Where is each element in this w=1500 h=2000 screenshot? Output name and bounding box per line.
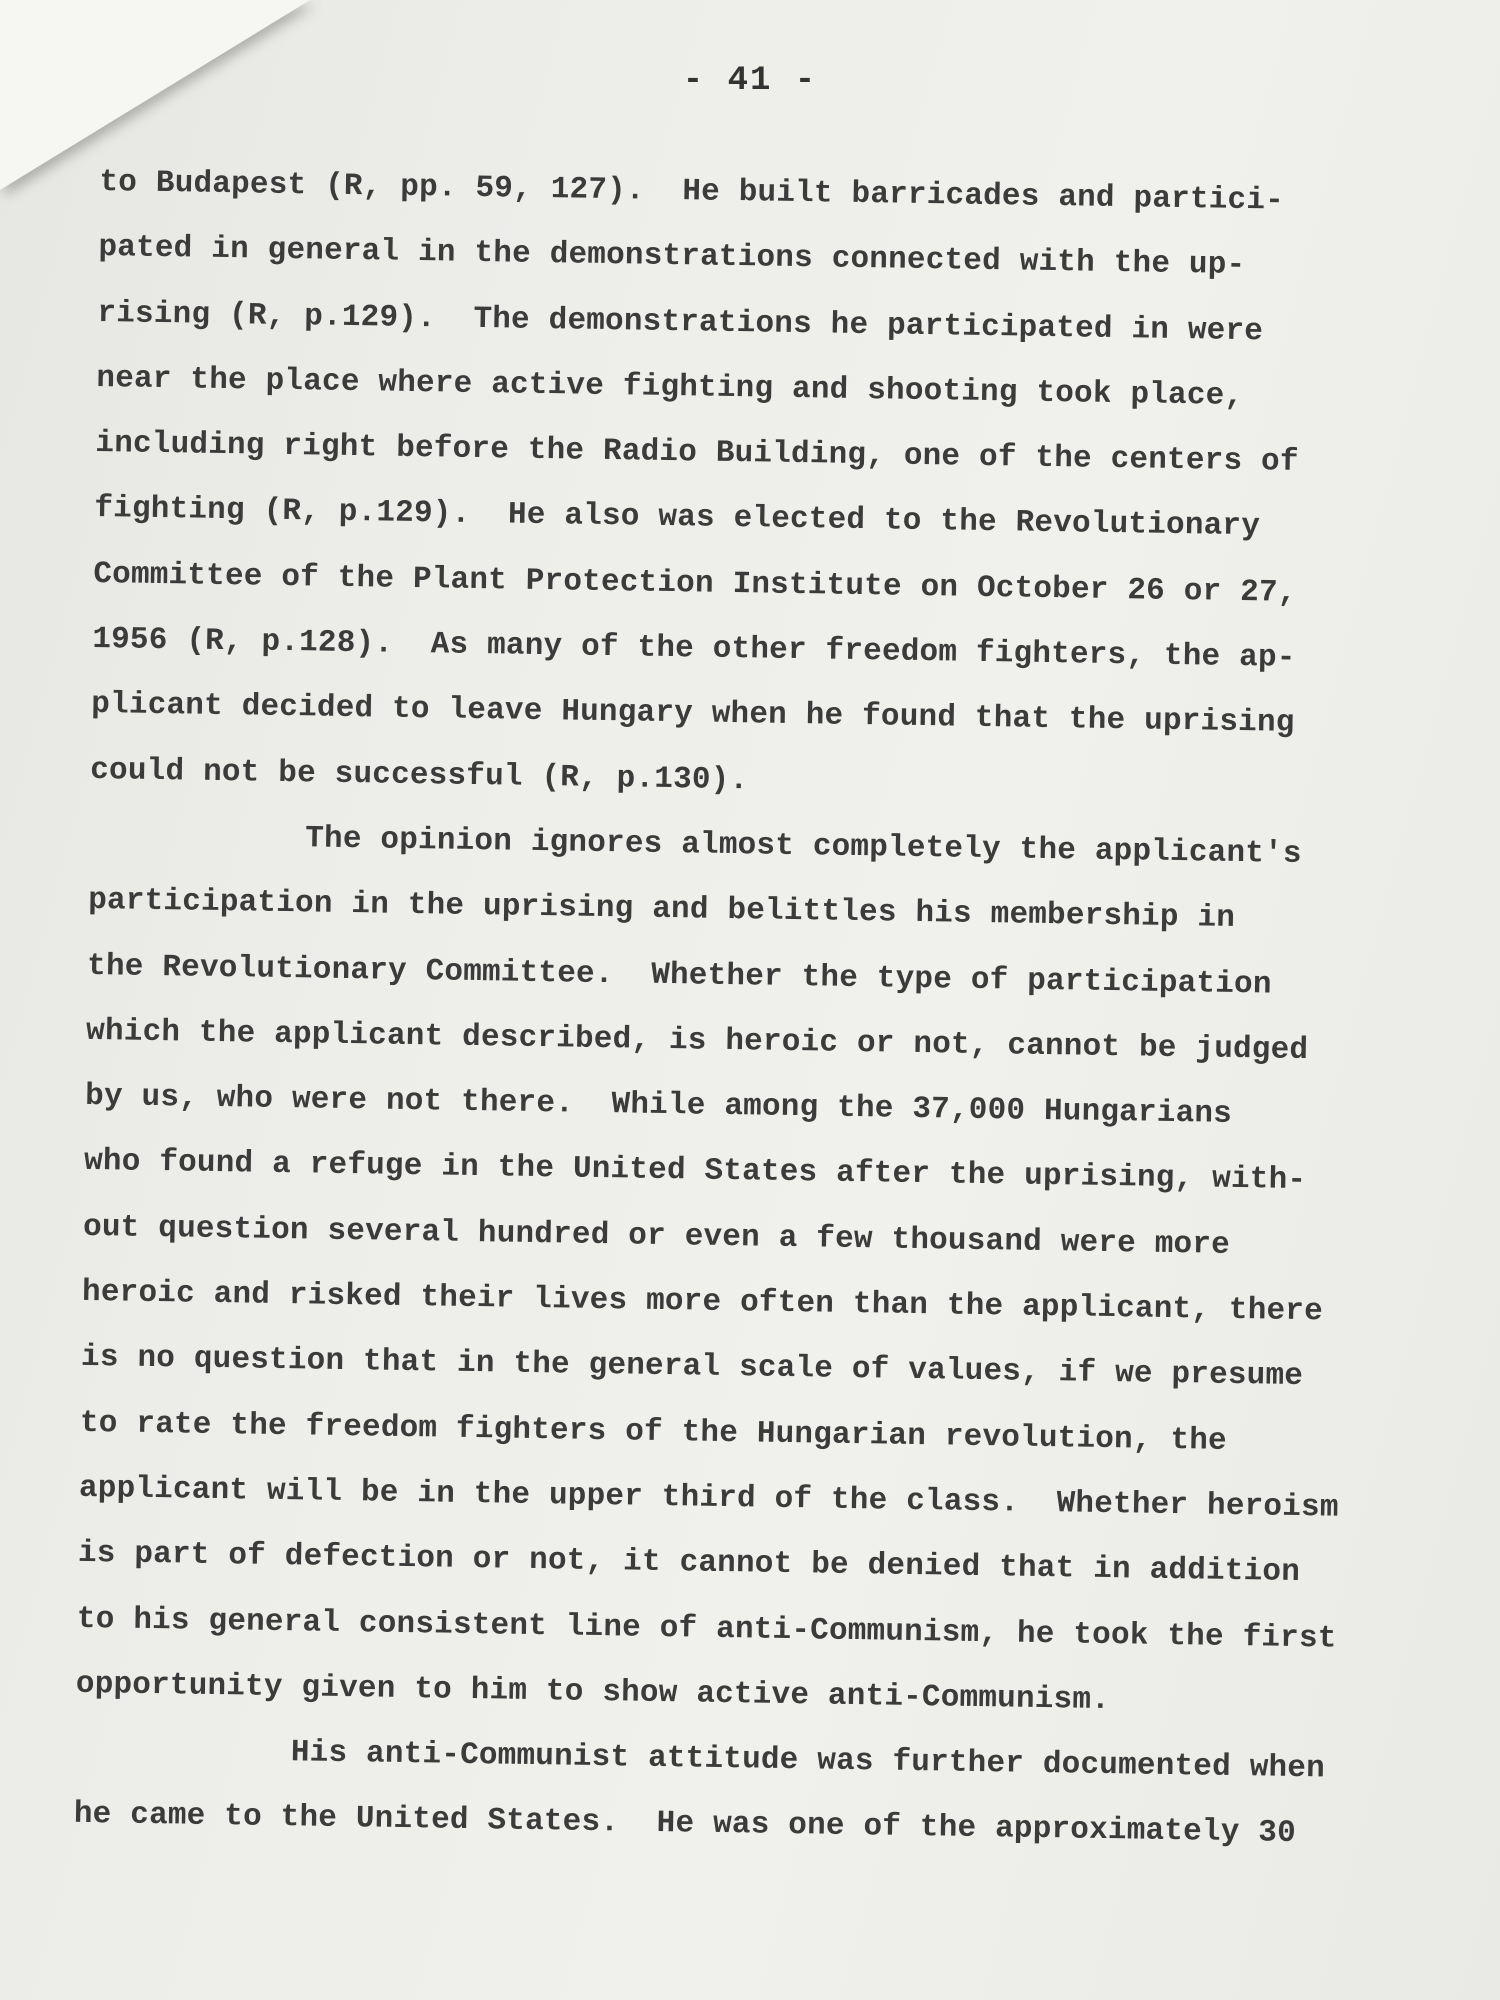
page-number: - 41 - [682, 62, 818, 100]
text-line: the Revolutionary Committee. Whether the type of participation [86, 948, 1272, 1003]
text-line: Committee of the Plant Protection Institute on October 26 or 27, [93, 556, 1297, 611]
body-text [73, 150, 1459, 1869]
text-line: could not be successful (R, p.130). [89, 752, 749, 798]
text-line: to rate the freedom fighters of the Hungarian revolution, the [79, 1405, 1228, 1459]
text-line: near the place where active fighting and shooting took place, [96, 360, 1244, 414]
text-line: pated in general in the demonstrations connected with the up- [98, 230, 1246, 284]
text-line: plicant decided to leave Hungary when he found that the uprising [91, 687, 1295, 742]
text-line: which the applicant described, is heroic or not, cannot be judged [85, 1013, 1309, 1068]
text-line: to Budapest (R, pp. 59, 127). He built barricades and partici- [99, 164, 1285, 219]
text-line: who found a refuge in the United States after the uprising, with- [83, 1144, 1307, 1199]
text-line: participation in the uprising and belittles his membership in [87, 883, 1236, 937]
paragraph-start-line: His anti-Communist attitude was further documented when [290, 1735, 1326, 1787]
text-line: including right before the Radio Building, one of the centers of [95, 426, 1299, 481]
text-line: is no question that in the general scale of values, if we presume [80, 1340, 1304, 1395]
text-line: 1956 (R, p.128). As many of the other freedom fighters, the ap- [92, 622, 1296, 676]
text-line: applicant will be in the upper third of the class. Whether heroism [78, 1470, 1339, 1526]
text-line: rising (R, p.129). The demonstrations he participated in were [97, 295, 1264, 349]
text-line: to his general consistent line of anti-Communism, he took the first [76, 1601, 1337, 1657]
text-line: is part of defection or not, it cannot be denied that in addition [77, 1536, 1301, 1591]
text-line: heroic and risked their lives more often than the applicant, there [81, 1274, 1324, 1330]
text-line: he came to the United States. He was one of the approximately 30 [73, 1797, 1297, 1852]
text-line: fighting (R, p.129). He also was elected to the Revolutionary [94, 491, 1261, 545]
text-line: by us, who were not there. While among the 37,000 Hungarians [84, 1079, 1233, 1133]
text-line: out question several hundred or even a few thousand were more [82, 1209, 1231, 1263]
text-line: opportunity given to him to show active anti-Communism. [75, 1666, 1111, 1718]
paragraph-start-line: The opinion ignores almost completely the applicant's [304, 821, 1302, 872]
